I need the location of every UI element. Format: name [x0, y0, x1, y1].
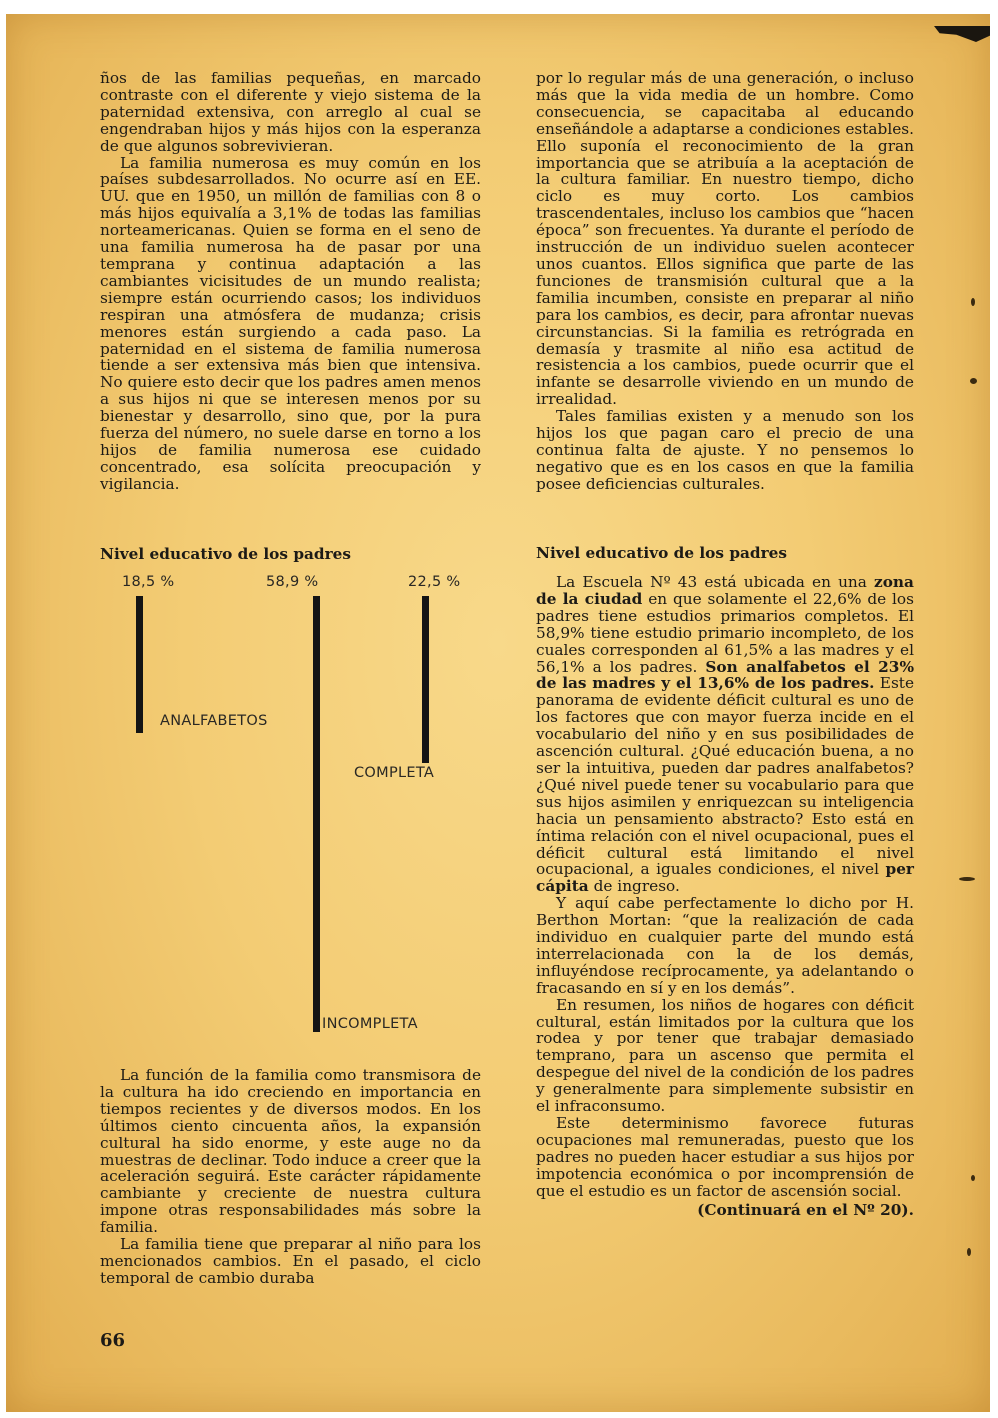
paragraph-generacion: por lo regular más de una generación, o incluso más que la vida media de un hombre. Como consecuencia, se capacitaba al educando enseñándole a adaptarse a condiciones estables. Ello suponía el reconocimiento de la gran importancia que se atribuía a la aceptación de la cultura familiar. En nuestro tiempo, dicho ciclo es muy corto. Los cambios trascendentales, incluso los cambios que “hacen época” son frecuentes. Ya durante el período de instrucción de un individuo suelen acontecer unos cuantos. Ellos significa que parte de las funciones de transmisión cultural que a la familia incumben, consiste en preparar al niño para los cambios, es decir, para afrontar nuevas circunstancias. Si la familia es retrógrada en demasía y trasmite al niño esa actitud de resistencia a los cambios, puede ocurrir que el infante se desarrolle viviendo en un mundo de irrealidad. — [536, 69, 914, 409]
margin-speck — [971, 1175, 975, 1181]
paragraph-familia-numerosa: La familia numerosa es muy común en los países subdesarrollados. No ocurre así en EE. UU. que en 1950, un millón de familias con 8 o más hijos equivalía a 3,1% de todas las familias norteamericanas. Quien se forma en el seno de una familia numerosa ha de pasar por una temprana y continua adaptación a las cambiantes vicisitudes de un mundo realista; siempre están ocurriendo casos; los individuos respiran una atmósfera de mudanza; crisis menores están surgiendo a cada paso. La paternidad en el sistema de familia numerosa tiende a ser extensiva más bien que intensiva. No quiere esto decir que los padres amen menos a sus hijos ni que se interesen menos por su bienestar y desarrollo, sino que, por la pura fuerza del número, no suele darse en torno a los hijos de familia numerosa ese cuidado concentrado, esa solícita preocupación y vigilancia. — [100, 153, 481, 493]
bar-analfabetos — [136, 596, 143, 733]
left-section-heading: Nivel educativo de los padres — [100, 545, 352, 563]
left-column-bottom — [100, 1067, 481, 1287]
escuela-text-e: Este panorama de evidente déficit cultural es uno de los factores que con mayor fuerza incide en el vocabulario del niño y en sus posibilidades de ascención cultural. ¿Qué educación buena, a no ser la intuitiva, pueden dar padres analfabetos? ¿Qué nivel puede tener su vocabulario para que sus hijos asimilen y enriquezcan su inteligencia hacia un pensamiento abstracto? Esto está en íntima relación con el nivel ocupacional, pues el déficit cultural está limitando el nivel ocupacional, a iguales condiciones, el nivel — [536, 674, 914, 879]
corner-ink-mark — [934, 26, 990, 42]
escuela-text-g: de ingreso. — [593, 877, 680, 896]
value-label-incompleta: 58,9 % — [266, 574, 319, 590]
paragraph-preparar-nino: La familia tiene que preparar al niño para los mencionados cambios. En el pasado, el ciclo temporal de cambio duraba — [100, 1235, 481, 1287]
escuela-bold-zona: zona de la ciudad — [536, 573, 914, 608]
bar-incompleta — [313, 596, 320, 1032]
escuela-text-c: en que solamente el 22,6% de los padres tiene estudios primarios completos. El 58,9% tiene estudio primario incompleto, de los cuales corresponden al 61,5% a las madres y el 56,1% a los padres. — [536, 589, 914, 676]
escuela-bold-per-capita: per cápita — [536, 860, 914, 896]
page-number: 66 — [100, 1330, 126, 1351]
paragraph-tales-familias: Tales familias existen y a menudo son los hijos los que pagan caro el precio de una continua falta de ajuste. Y no pensemos lo negativo que es en los casos en que la familia posee deficiencias culturales. — [536, 407, 914, 493]
paragraph-funcion-familia: La función de la familia como transmisora de la cultura ha ido creciendo en importancia en tiempos recientes y de diversos modos. En los últimos ciento cincuenta años, la expansión cultural ha sido enorme, y este auge no da muestras de declinar. Todo induce a creer que la aceleración seguirá. Este carácter rápidamente cambiante y creciente de nuestra cultura impone otras responsabilidades más sobre la familia. — [100, 1066, 481, 1237]
right-column-top — [536, 70, 914, 493]
right-column-bottom — [536, 574, 914, 1218]
category-label-incompleta: INCOMPLETA — [322, 1016, 418, 1032]
paragraph-familias-pequenas: ños de las familias pequeñas, en marcado contraste con el diferente y viejo sistema de la paternidad extensiva, con arreglo al cual se engendraban hijos y más hijos con la esperanza de que algunos sobrevivieran. — [100, 69, 481, 155]
margin-speck — [971, 298, 975, 306]
paragraph-berthon-mortan: Y aquí cabe perfectamente lo dicho por H. Berthon Mortan: “que la realización de cada individuo en cualquier parte del mundo está interrelacionada con la de los demás, influyéndose recíprocamente, ya adelantando o fracasando en sí y en los demás”. — [536, 894, 914, 997]
margin-speck — [959, 877, 975, 881]
category-label-completa: COMPLETA — [354, 765, 435, 781]
bar-completa — [422, 596, 429, 763]
escuela-text-a: La Escuela Nº 43 está ubicada en una — [556, 573, 867, 591]
left-column-top — [100, 70, 481, 493]
education-level-chart — [100, 570, 481, 1060]
value-label-analfabetos: 18,5 % — [122, 574, 175, 590]
margin-speck — [970, 378, 977, 384]
margin-speck — [967, 1248, 971, 1256]
paragraph-escuela-43 — [536, 574, 914, 895]
right-section-heading: Nivel educativo de los padres — [536, 544, 788, 562]
value-label-completa: 22,5 % — [408, 574, 461, 590]
escuela-bold-analfabetos: Son analfabetos el 23% de las madres y el 13,6% de los padres. — [536, 657, 914, 693]
continuara-note: (Continuará en el Nº 20). — [697, 1200, 914, 1219]
paragraph-en-resumen: En resumen, los niños de hogares con déficit cultural, están limitados por la cultura que los rodea y por tener que trabajar demasiado temprano, para un ascenso que permita el despegue del nivel de la condición de los padres y generalmente para simplemente subsistir en el infraconsumo. — [536, 995, 914, 1116]
category-label-analfabetos: ANALFABETOS — [160, 713, 268, 729]
paragraph-determinismo: Este determinismo favorece futuras ocupaciones mal remuneradas, puesto que los padres no pueden hacer estudiar a sus hijos por impotencia económica o por incomprensión de que el estudio es un factor de ascensión social. — [536, 1114, 914, 1200]
